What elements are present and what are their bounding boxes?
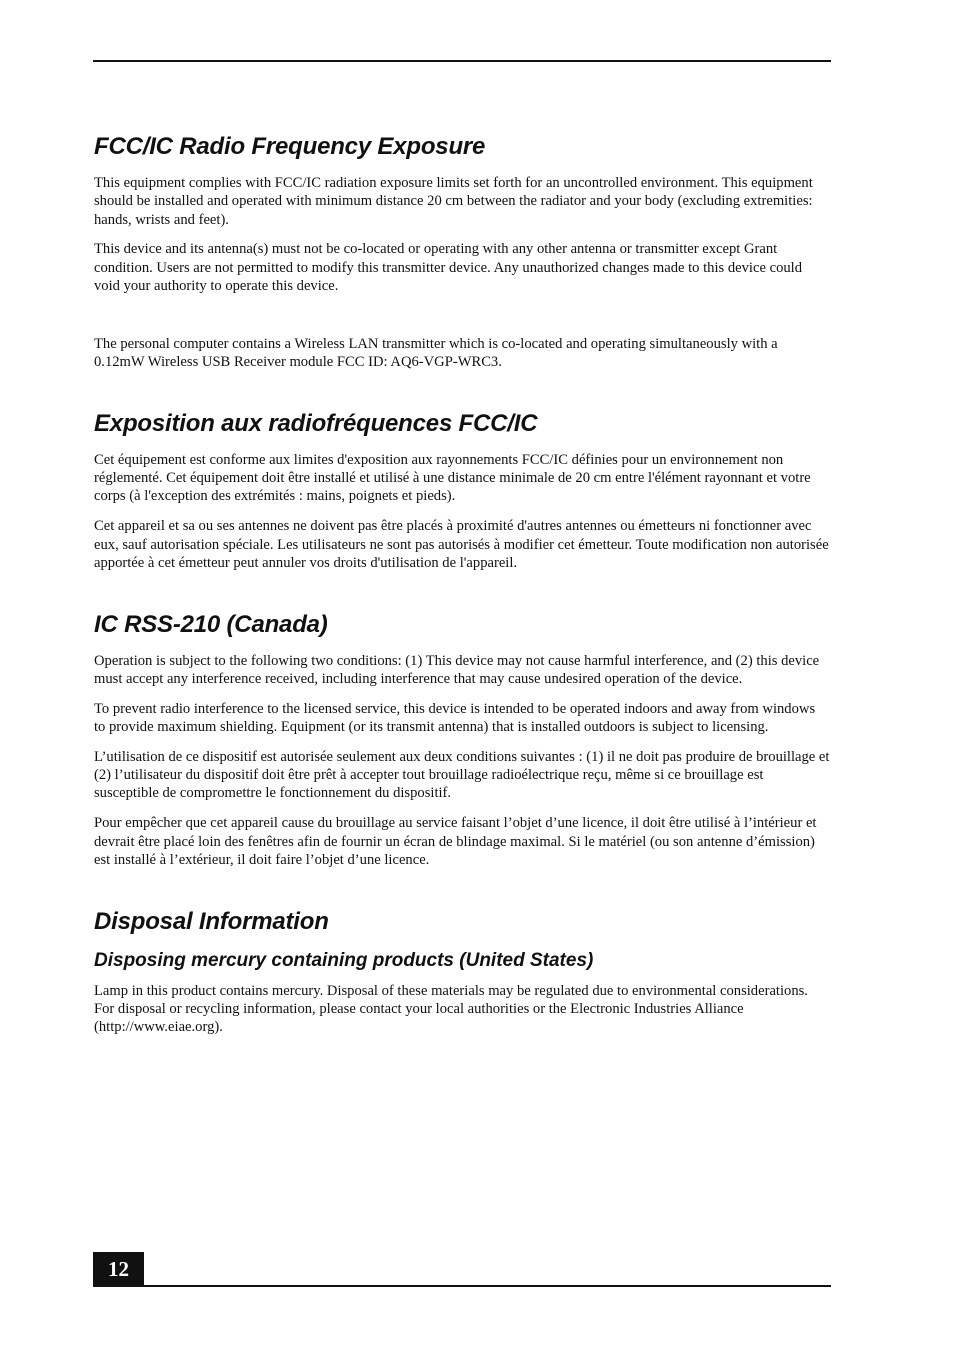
page-number: 12 <box>93 1252 144 1287</box>
ic-rss-heading: IC RSS-210 (Canada) <box>94 610 328 638</box>
header-rule <box>93 60 831 62</box>
fcc-exposure-paragraph-2: This device and its antenna(s) must not be co-located or operating with any other antenna or transmitter except Grant condition. Users are not permitted to modify this transmitter device. Any unauthorized changes made to this device could void your authority to operate this device. <box>94 241 803 294</box>
fcc-exposure-heading: FCC/IC Radio Frequency Exposure <box>94 133 486 160</box>
exposition-heading: Exposition aux radiofréquences FCC/IC <box>94 409 538 437</box>
disposal-paragraph-1: Lamp in this product contains mercury. Disposal of these materials may be regulated due to environmental considerations. <box>94 982 808 999</box>
exposition-paragraph-1: Cet équipement est conforme aux limites d'exposition aux rayonnements FCC/IC définies pour un environnement non réglementé. Cet équipement doit être installé et utilisé à une distance minimale de 20 cm entre l'élément rayonnant et votre corps (à l'exception des extrémités : mains, poignets et pieds). <box>94 451 811 505</box>
exposition-paragraph-2: Cet appareil et sa ou ses antennes ne doivent pas être placés à proximité d'autres antennes ou émetteurs ni fonctionner avec eux, sauf autorisation spéciale. Les utilisateurs ne sont pas autorisés à modifier cet émetteur. Toute modification non autorisée apportée à cet émetteur peut annuler vos droits d'utilisation de l'appareil. <box>94 518 829 571</box>
section-exposition <box>94 409 830 572</box>
section-disposal <box>94 907 830 1037</box>
ic-rss-paragraph-3: L’utilisation de ce dispositif est autorisée seulement aux deux conditions suivantes : (1) il ne doit pas produire de brouillage et (2) l’utilisateur du dispositif doit être prêt à accepter tout brouillage radioélectrique reçu, même si ce brouillage est susceptible de compromettre le fonctionnement du dispositif. <box>94 748 830 802</box>
page-content <box>94 132 830 1048</box>
ic-rss-paragraph-2: To prevent radio interference to the licensed service, this device is intended to be operated indoors and away from windows to provide maximum shielding. Equipment (or its transmit antenna) that is installed outdoors is subject to licensing. <box>94 700 816 736</box>
footer-rule <box>93 1285 831 1287</box>
ic-rss-paragraph-1: Operation is subject to the following two conditions: (1) This device may not cause harmful interference, and (2) this device must accept any interference received, including interference that may cause undesired operation of the device. <box>94 652 820 687</box>
disposal-heading: Disposal Information <box>94 907 329 935</box>
fcc-exposure-paragraph-1: This equipment complies with FCC/IC radiation exposure limits set forth for an uncontrolled environment. This equipment should be installed and operated with minimum distance 20 cm between the radiator and your body (excluding extremities: hands, wrists and feet). <box>94 175 813 228</box>
ic-rss-paragraph-4: Pour empêcher que cet appareil cause du brouillage au service faisant l’objet d’une licence, il doit être utilisé à l’intérieur et devrait être placé loin des fenêtres afin de fournir un écran de blindage maximal. Si le matériel (ou son antenne d’émission) est installé à l’extérieur, il doit faire l’objet d’une licence. <box>94 815 817 868</box>
disposal-subheading: Disposing mercury containing products (United States) <box>94 949 594 971</box>
section-ic-rss <box>94 610 830 869</box>
fcc-exposure-paragraph-3: The personal computer contains a Wireless LAN transmitter which is co-located and operating simultaneously with a 0.12mW Wireless USB Receiver module FCC ID: AQ6-VGP-WRC3. <box>94 335 778 371</box>
section-fcc-exposure <box>94 132 830 371</box>
disposal-paragraph-2: For disposal or recycling information, please contact your local authorities or the Electronic Industries Alliance (http://www.eiae.org). <box>94 1000 744 1036</box>
